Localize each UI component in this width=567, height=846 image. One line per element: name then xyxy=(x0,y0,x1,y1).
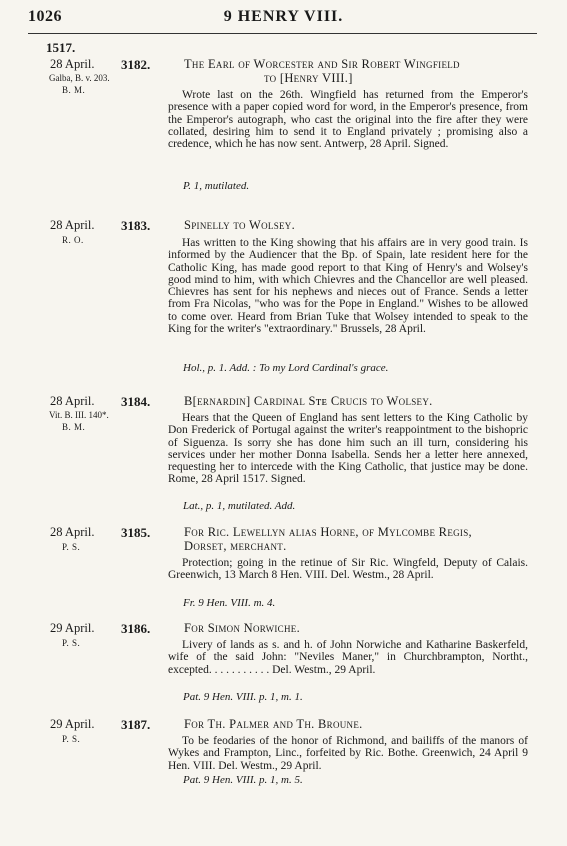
entry-source: P. S. xyxy=(62,638,81,648)
entry-source: B. M. xyxy=(62,85,86,95)
entry-title-line: For Simon Norwiche. xyxy=(184,621,301,635)
entry-title xyxy=(184,621,529,635)
entry-note: P. 1, mutilated. xyxy=(183,180,250,192)
entry-date: 28 April. xyxy=(50,218,95,232)
entry-source: P. S. xyxy=(62,542,81,552)
entry-number: 3184. xyxy=(121,394,151,409)
entry-title-line: For Th. Palmer and Th. Broune. xyxy=(184,717,363,731)
entry-body: Protection; going in the retinue of Sir Ric. Wingfeld, Deputy of Calais. Greenwich, 13 March 8 Hen. VIII. Del. Westm., 28 April. xyxy=(168,557,528,582)
entry-body: To be feodaries of the honor of Richmond, and bailiffs of the manors of Wykes and Frampton, Linc., forfeited by Ric. Bothe. Greenwich, 24 April 9 Hen. VIII. Del. Westm., 29 April. xyxy=(168,735,528,772)
entry-date: 28 April. xyxy=(50,525,95,539)
entry-title-line: B[ernardin] Cardinal Sᴛᴇ Crucis to Wolsey. xyxy=(184,394,433,408)
entry-title-line: Spinelly to Wolsey. xyxy=(184,218,296,232)
entry-title-line: For Ric. Lewellyn alias Horne, of Mylcombe Regis, xyxy=(184,525,472,539)
entry-date: 28 April. xyxy=(50,394,95,408)
entry-title xyxy=(184,57,529,85)
entry-date: 29 April. xyxy=(50,621,95,635)
year-heading: 1517. xyxy=(46,40,76,55)
entry-source: R. O. xyxy=(62,235,84,245)
entry-number: 3182. xyxy=(121,57,151,72)
entry-title xyxy=(184,394,529,408)
entry-reference: Galba, B. v. 203. xyxy=(49,73,110,83)
entry-body: Has written to the King showing that his affairs are in very good train. Is informed by the Audiencer that the Bp. of Spain, late resident here for the Catholic King, has made good report to that King of Henry's and Wolsey's good mind to him, with which Chievres and the Chancellor are well pleased. Chievres has sent for his nephews and nieces out of France. Sends a letter from Fra Nicolas, "who was for the Pope in England." Wishes to be allowed to come over. Heard from Brian Tuke that Wolsey intended to speak to the King for the writer's "extraordinary." Brussels, 28 April. xyxy=(168,237,528,336)
entry-title xyxy=(184,218,529,232)
running-title: 9 HENRY VIII. xyxy=(223,8,344,25)
entry-note: Hol., p. 1. Add. : To my Lord Cardinal's grace. xyxy=(183,362,389,374)
entry-title-line: The Earl of Worcester and Sir Robert Wingfield xyxy=(184,57,460,71)
entry-title-line: Dorset, merchant. xyxy=(184,539,287,553)
entry-source: B. M. xyxy=(62,422,86,432)
entry-date: 29 April. xyxy=(50,717,95,731)
entry-number: 3183. xyxy=(121,218,151,233)
entry-title-line: to [Henry VIII.] xyxy=(264,71,353,85)
entry-body: Wrote last on the 26th. Wingfield has returned from the Emperor's presence with a paper copied word for word, in the Emperor's presence, from the Emperor's autograph, who cast the original into the fire after they were collated, desiring him to send it to England privately ; promising also a credence, which he has now sent. Antwerp, 28 April. Signed. xyxy=(168,89,528,151)
entry-note: Lat., p. 1, mutilated. Add. xyxy=(183,500,296,512)
entry-number: 3186. xyxy=(121,621,151,636)
entry-reference: Vit. B. III. 140*. xyxy=(49,410,109,420)
header-rule xyxy=(28,33,537,34)
entry-note: Pat. 9 Hen. VIII. p. 1, m. 5. xyxy=(183,774,303,786)
page-number: 1026 xyxy=(28,8,62,25)
entry-number: 3185. xyxy=(121,525,151,540)
entry-body: Livery of lands as s. and h. of John Norwiche and Katharine Baskerfeld, wife of the said John: "Neviles Maner," in Churchbrampton, Northt., excepted. . . . . . . . . . . Del. Westm., 29 April. xyxy=(168,639,528,676)
entry-body: Hears that the Queen of England has sent letters to the King Catholic by Don Frederick of Portugal against the writer's reappointment to the bishopric of Siguenza. Is sorry she has done him such an ill turn, considering his services under her mother Donna Isabella. Sends her a letter here annexed, requesting her to intercede with the King Catholic, that justice may be done. Rome, 28 April 1517. Signed. xyxy=(168,412,528,486)
entry-number: 3187. xyxy=(121,717,151,732)
entry-date: 28 April. xyxy=(50,57,95,71)
entry-title xyxy=(184,717,529,731)
entry-note: Pat. 9 Hen. VIII. p. 1, m. 1. xyxy=(183,691,303,703)
entry-source: P. S. xyxy=(62,734,81,744)
entry-note: Fr. 9 Hen. VIII. m. 4. xyxy=(183,597,276,609)
entry-title xyxy=(184,525,529,553)
